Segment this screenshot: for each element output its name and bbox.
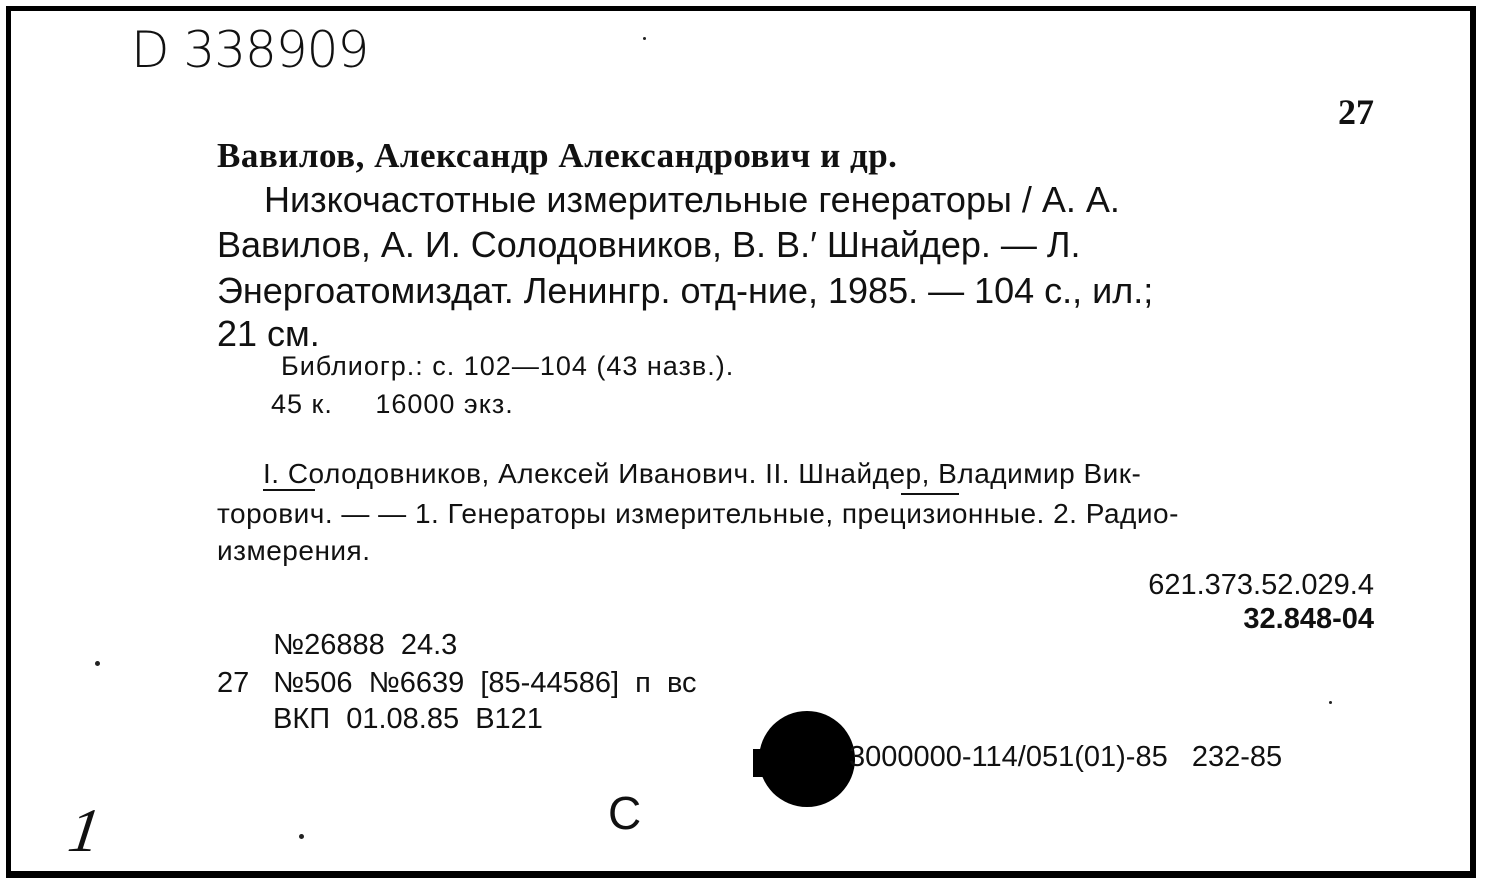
- registry-line-1: №26888 24.3: [273, 629, 458, 661]
- catalog-index: 3000000-114/051(01)-85 232-85: [849, 741, 1283, 773]
- speck: [1329, 701, 1332, 704]
- catalog-card: [6, 6, 1476, 878]
- speck: [299, 834, 304, 839]
- roman-numeral-underline: [901, 493, 959, 495]
- margin-handwritten-mark: 1: [64, 797, 105, 865]
- title-line-1: Низкочастотные измерительные генераторы / А. А.: [264, 179, 1120, 220]
- tracing-line-3: измерения.: [217, 535, 371, 566]
- speck: [643, 37, 646, 40]
- title-line-2: Вавилов, А. И. Солодовников, В. В.′ Шнайдер. — Л.: [217, 224, 1081, 265]
- letter-mark: С: [608, 787, 642, 839]
- speck: [95, 661, 100, 666]
- call-number: D 338909: [131, 21, 369, 79]
- price-and-print-run: 45 к. 16000 экз.: [271, 389, 514, 419]
- author-heading: Вавилов, Александр Александрович и др.: [217, 136, 898, 175]
- ink-blot: [759, 711, 855, 807]
- ink-blot-edge: [753, 749, 767, 777]
- registry-line-2: №506 №6639 [85-44586] п вс: [273, 667, 697, 699]
- card-number: 27: [1338, 92, 1374, 132]
- tracing-line-2: торович. — — 1. Генераторы измерительные, прецизионные. 2. Радио-: [217, 498, 1179, 529]
- title-line-4: 21 см.: [217, 313, 320, 354]
- bbk-index: 32.848-04: [1243, 603, 1374, 635]
- udc-index: 621.373.52.029.4: [1148, 569, 1374, 601]
- registry-prefix: 27: [217, 667, 250, 699]
- registry-line-3: ВКП 01.08.85 В121: [273, 703, 543, 735]
- title-line-3: Энергоатомиздат. Ленингр. отд-ние, 1985. — 104 с., ил.;: [217, 270, 1154, 311]
- tracing-line-1: I. Солодовников, Алексей Иванович. II. Шнайдер, Владимир Вик-: [263, 458, 1142, 489]
- bibliography-note: Библиогр.: с. 102—104 (43 назв.).: [281, 351, 735, 381]
